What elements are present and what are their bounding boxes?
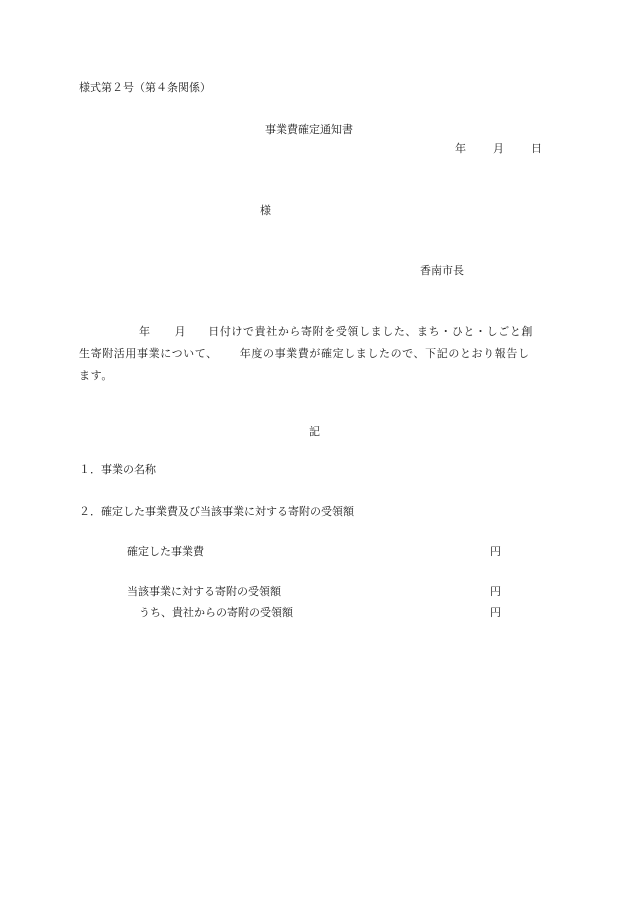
amount-unit-total-donation: 円 (490, 585, 501, 598)
amount-unit-company-donation: 円 (490, 606, 501, 619)
body-line-1 (79, 321, 551, 343)
body-paragraph (79, 321, 551, 387)
date-day: 日 (531, 142, 542, 155)
amount-label-confirmed: 確定した事業費 (127, 545, 204, 558)
amount-label-company-donation: うち、貴社からの寄附の受領額 (139, 606, 293, 619)
date-month: 月 (493, 142, 504, 155)
item-1: １．事業の名称 (79, 463, 156, 476)
body-line-1-text: 日付けで貴社から寄附を受領しました、まち・ひと・しごと創 (208, 325, 534, 338)
sender: 香南市長 (420, 264, 464, 277)
ki-heading: 記 (309, 425, 320, 438)
form-label: 様式第２号（第４条関係） (79, 81, 211, 94)
body-line-2-b: 年度の事業費が確定しましたので、下記のとおり報告し (239, 347, 530, 360)
body-line-3: ます。 (79, 369, 113, 382)
amount-unit-confirmed: 円 (490, 545, 501, 558)
body-line-2-a: 生寄附活用事業について、 (79, 347, 218, 360)
date-year: 年 (455, 142, 466, 155)
amount-label-total-donation: 当該事業に対する寄附の受領額 (127, 585, 281, 598)
body-line-2 (79, 343, 551, 365)
item-2: ２．確定した事業費及び当該事業に対する寄附の受領額 (79, 505, 354, 518)
addressee-suffix: 様 (260, 204, 271, 217)
body-year: 年 (139, 325, 151, 338)
document-title: 事業費確定通知書 (265, 123, 353, 136)
body-month: 月 (174, 325, 187, 338)
